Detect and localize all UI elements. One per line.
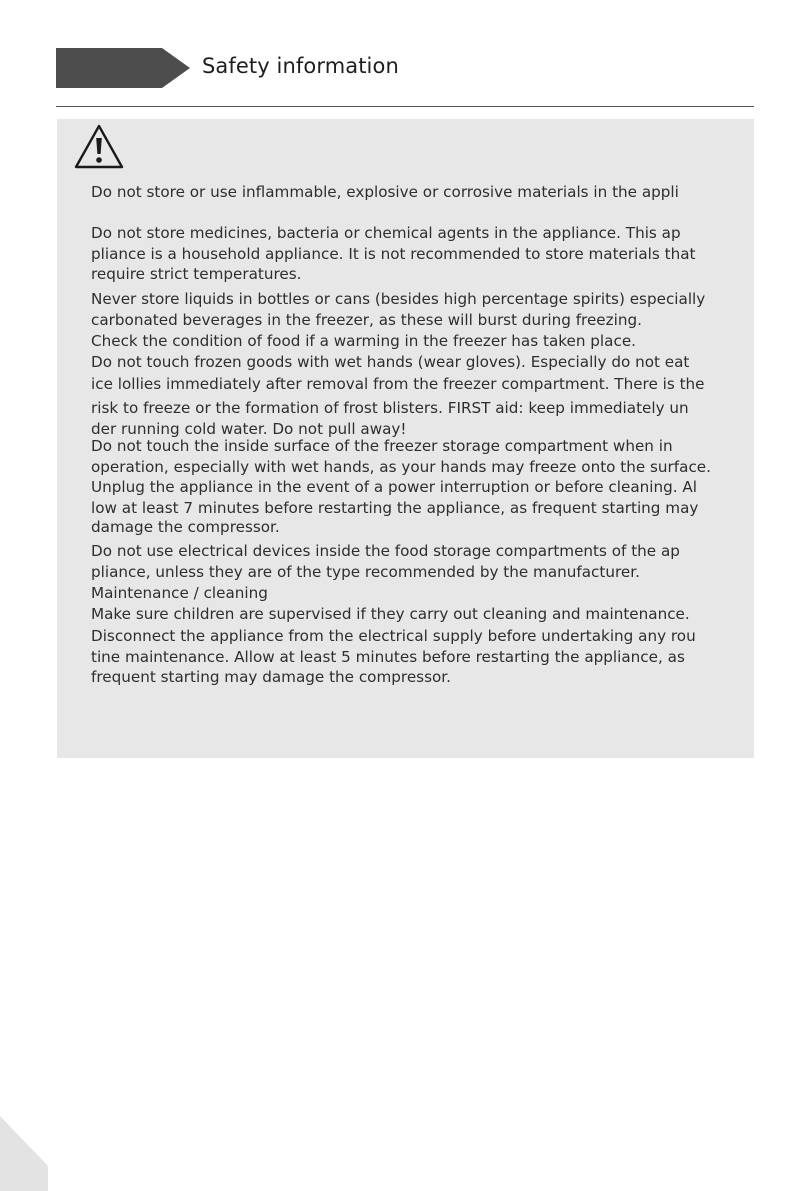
warning-triangle-icon bbox=[73, 123, 125, 170]
warning-text-line: Maintenance / cleaning bbox=[91, 584, 268, 602]
warning-paragraph bbox=[91, 182, 751, 203]
warning-text-line: risk to freeze or the formation of frost blisters. FIRST aid: keep immediately un bbox=[91, 399, 689, 417]
warning-text-line: operation, especially with wet hands, as your hands may freeze onto the surface. bbox=[91, 457, 711, 476]
warning-paragraph bbox=[91, 223, 751, 285]
warning-paragraph bbox=[91, 289, 751, 330]
warning-text-line: tine maintenance. Allow at least 5 minutes before restarting the appliance, as bbox=[91, 647, 685, 666]
warning-text-line: pliance, unless they are of the type recommended by the manufacturer. bbox=[91, 562, 640, 581]
warning-paragraph bbox=[91, 583, 751, 604]
warning-paragraph bbox=[91, 436, 751, 477]
warning-text-line: Make sure children are supervised if they carry out cleaning and maintenance. bbox=[91, 605, 690, 623]
warning-paragraph bbox=[91, 541, 751, 582]
page-corner-decoration bbox=[0, 1116, 48, 1191]
warning-text-line: der running cold water. Do not pull away! bbox=[91, 419, 407, 438]
warning-text-line: low at least 7 minutes before restarting the appliance, as frequent starting may bbox=[91, 498, 699, 517]
warning-paragraph bbox=[91, 331, 751, 352]
warning-paragraph bbox=[91, 374, 751, 395]
warning-text-line: Unplug the appliance in the event of a power interruption or before cleaning. Al bbox=[91, 478, 698, 496]
warning-paragraph bbox=[91, 626, 751, 688]
warning-text-line: Never store liquids in bottles or cans (besides high percentage spirits) especially bbox=[91, 290, 706, 308]
warning-paragraph bbox=[91, 477, 751, 518]
header-divider bbox=[56, 106, 754, 107]
warning-paragraph bbox=[91, 398, 751, 439]
section-title: Safety information bbox=[202, 54, 399, 78]
warning-paragraph bbox=[91, 352, 751, 373]
warning-text-line: ice lollies immediately after removal from the freezer compartment. There is the bbox=[91, 375, 705, 393]
warning-text-line: damage the compressor. bbox=[91, 518, 280, 536]
section-tab-marker bbox=[56, 48, 190, 88]
warning-text-line: Disconnect the appliance from the electrical supply before undertaking any rou bbox=[91, 627, 696, 645]
warning-text-line: Check the condition of food if a warming in the freezer has taken place. bbox=[91, 332, 636, 350]
warning-text-line: Do not store medicines, bacteria or chemical agents in the appliance. This ap bbox=[91, 224, 681, 242]
warning-text-line: Do not touch frozen goods with wet hands (wear gloves). Especially do not eat bbox=[91, 353, 690, 371]
warning-paragraph bbox=[91, 604, 751, 625]
warning-paragraph bbox=[91, 517, 751, 538]
warning-text-line: Do not touch the inside surface of the freezer storage compartment when in bbox=[91, 437, 673, 455]
warning-text-line: carbonated beverages in the freezer, as these will burst during freezing. bbox=[91, 310, 642, 329]
warning-text-line: Do not use electrical devices inside the food storage compartments of the ap bbox=[91, 542, 680, 560]
warning-text-line: frequent starting may damage the compressor. bbox=[91, 668, 451, 686]
warning-text-line: require strict temperatures. bbox=[91, 265, 302, 283]
warning-text-line: pliance is a household appliance. It is not recommended to store materials that bbox=[91, 244, 696, 263]
warning-text-line: Do not store or use inflammable, explosive or corrosive materials in the appli bbox=[91, 183, 679, 201]
